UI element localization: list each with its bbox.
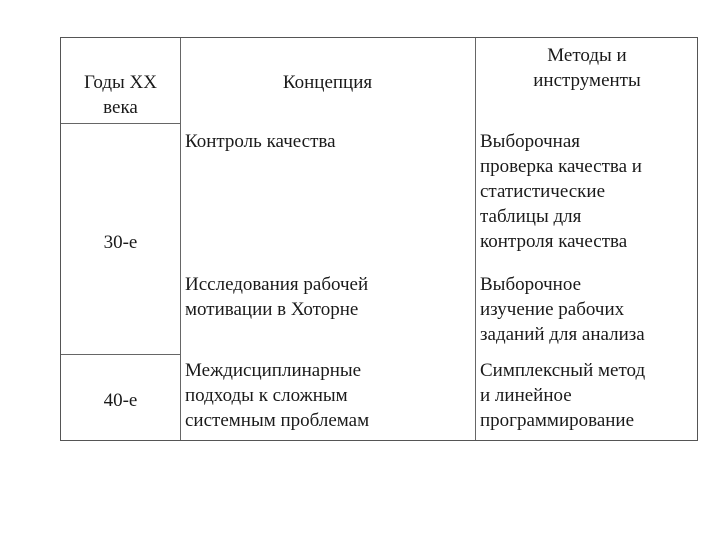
methods-cell: Выборочная проверка качества и статистические таблицы для контроля качества bbox=[480, 131, 642, 252]
methods-cell: Выборочное изучение рабочих заданий для анализа bbox=[480, 274, 645, 345]
concept-cell: Междисциплинарные подходы к сложным системным проблемам bbox=[185, 360, 370, 431]
concept-cell: Контроль качества bbox=[185, 131, 336, 152]
period-cell: 40-е bbox=[103, 390, 138, 411]
header-concept: Концепция bbox=[282, 72, 373, 93]
concept-cell: Исследования рабочей мотивации в Хоторне bbox=[185, 274, 369, 320]
row-divider bbox=[61, 354, 180, 355]
header-methods: Методы и инструменты bbox=[533, 45, 641, 91]
column-divider bbox=[180, 38, 181, 440]
row-divider bbox=[61, 123, 180, 124]
concepts-table bbox=[60, 37, 698, 441]
methods-cell: Симплексный метод и линейное программирование bbox=[480, 360, 646, 431]
period-cell: 30-е bbox=[103, 232, 138, 253]
column-divider bbox=[475, 38, 476, 440]
header-years: Годы XX века bbox=[84, 72, 157, 118]
